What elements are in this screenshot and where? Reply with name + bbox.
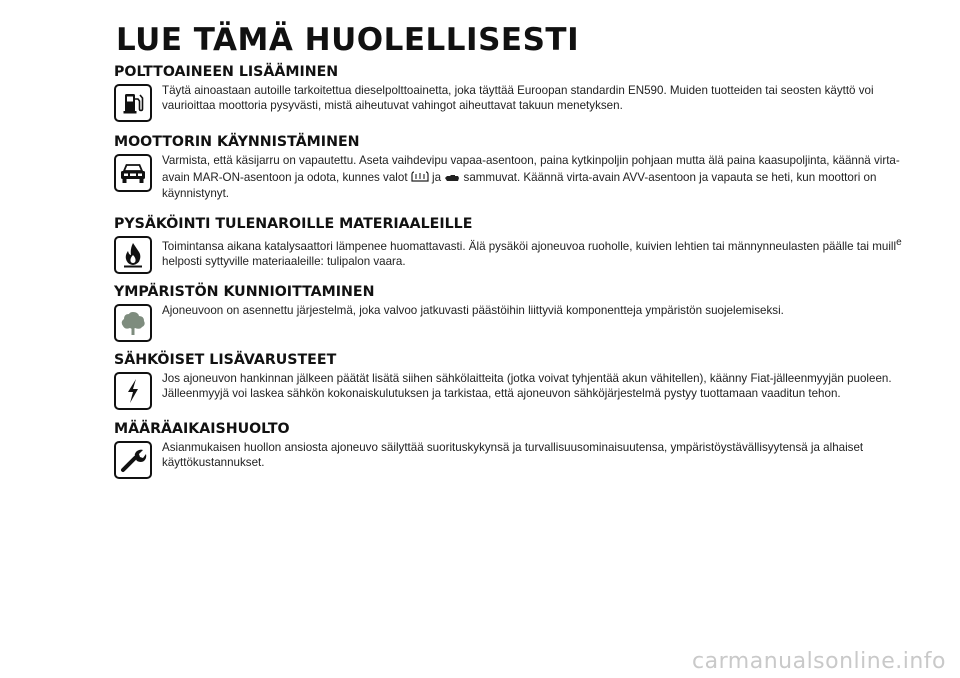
section-maintenance <box>114 421 914 493</box>
car-front-icon <box>114 154 152 192</box>
section-title: POLTTOAINEEN LISÄÄMINEN <box>114 64 339 80</box>
section-text-part-b: sammuvat. Käännä virta-avain AVV-asentoon ja vapauta se heti, kun moottori on käynnistynyt. <box>162 170 877 201</box>
section-title: MOOTTORIN KÄYNNISTÄMINEN <box>114 134 360 150</box>
watermark: carmanualsonline.info <box>692 649 946 674</box>
section-title: YMPÄRISTÖN KUNNIOITTAMINEN <box>114 284 375 300</box>
section-text: Täytä ainoastaan autoille tarkoitettua dieselpolttoainetta, joka täyttää Euroopan standardin EN590. Muiden tuotteiden tai seosten käyttö voi vaurioittaa moottoria pysyvästi, mistä aiheutuvat vahingot aiheuttavat takuun menetyksen. <box>162 84 874 112</box>
section-title: SÄHKÖISET LISÄVARUSTEET <box>114 352 337 368</box>
section-fuel <box>114 64 914 136</box>
wrench-icon <box>114 441 152 479</box>
section-title: PYSÄKÖINTI TULENAROILLE MATERIAALEILLE <box>114 216 473 232</box>
section-engine-start <box>114 134 914 206</box>
section-text-part-a: Toimintansa aikana katalysaattori lämpenee huomattavasti. Älä pysäköi ajoneuvoa ruoholle, kuivien lehtien tai männynneulasten päälle tai muill <box>162 240 897 253</box>
lightning-bolt-icon <box>114 372 152 410</box>
section-text-conj: ja <box>432 170 442 184</box>
section-text: Jos ajoneuvon hankinnan jälkeen päätät lisätä siihen sähkölaitteita (jotka voivat tyhjentää akun vähitellen), käänny Fiat-jälleenmyyjän puoleen. Jälleenmyyjä voi laskea sähkön kokonaiskulutuksen ja tarkistaa, että ajoneuvon sähköjärjestelmä pystyy tuottamaan vaaditun tehon. <box>162 372 892 400</box>
section-text-part-a: Varmista, että käsijarru on vapautettu. Aseta vaihdevipu vapaa-asentoon, paina kytkinpoljin pohjaan mutta älä paina kaasupoljinta, käännä virta-avain MAR-ON-asentoon ja odota, kunnes valot <box>162 154 900 184</box>
section-title: MÄÄRÄAIKAISHUOLTO <box>114 421 290 437</box>
section-text: Asianmukaisen huollon ansiosta ajoneuvo säilyttää suorituskykynsä ja turvallisuusominaisuutensa, ympäristöystävällisyytensä ja alhaiset käyttökustannukset. <box>162 441 864 469</box>
flame-icon <box>114 236 152 274</box>
section-text <box>162 236 902 269</box>
section-text-superscript: e <box>896 237 902 248</box>
glow-plug-warning-icon <box>411 169 429 188</box>
tree-icon <box>114 304 152 342</box>
fuel-pump-icon <box>114 84 152 122</box>
section-text-part-b: helposti syttyville materiaaleille: tulipalon vaara. <box>162 254 406 268</box>
section-text: Ajoneuvoon on asennettu järjestelmä, joka valvoo jatkuvasti päästöihin liittyviä komponentteja ympäristön suojelemiseksi. <box>162 304 784 317</box>
page-title: LUE TÄMÄ HUOLELLISESTI <box>116 22 580 58</box>
section-parking-flammable <box>114 216 914 288</box>
engine-warning-icon <box>444 173 460 188</box>
section-text <box>162 154 902 202</box>
section-environment <box>114 284 914 356</box>
section-electrical <box>114 352 914 424</box>
